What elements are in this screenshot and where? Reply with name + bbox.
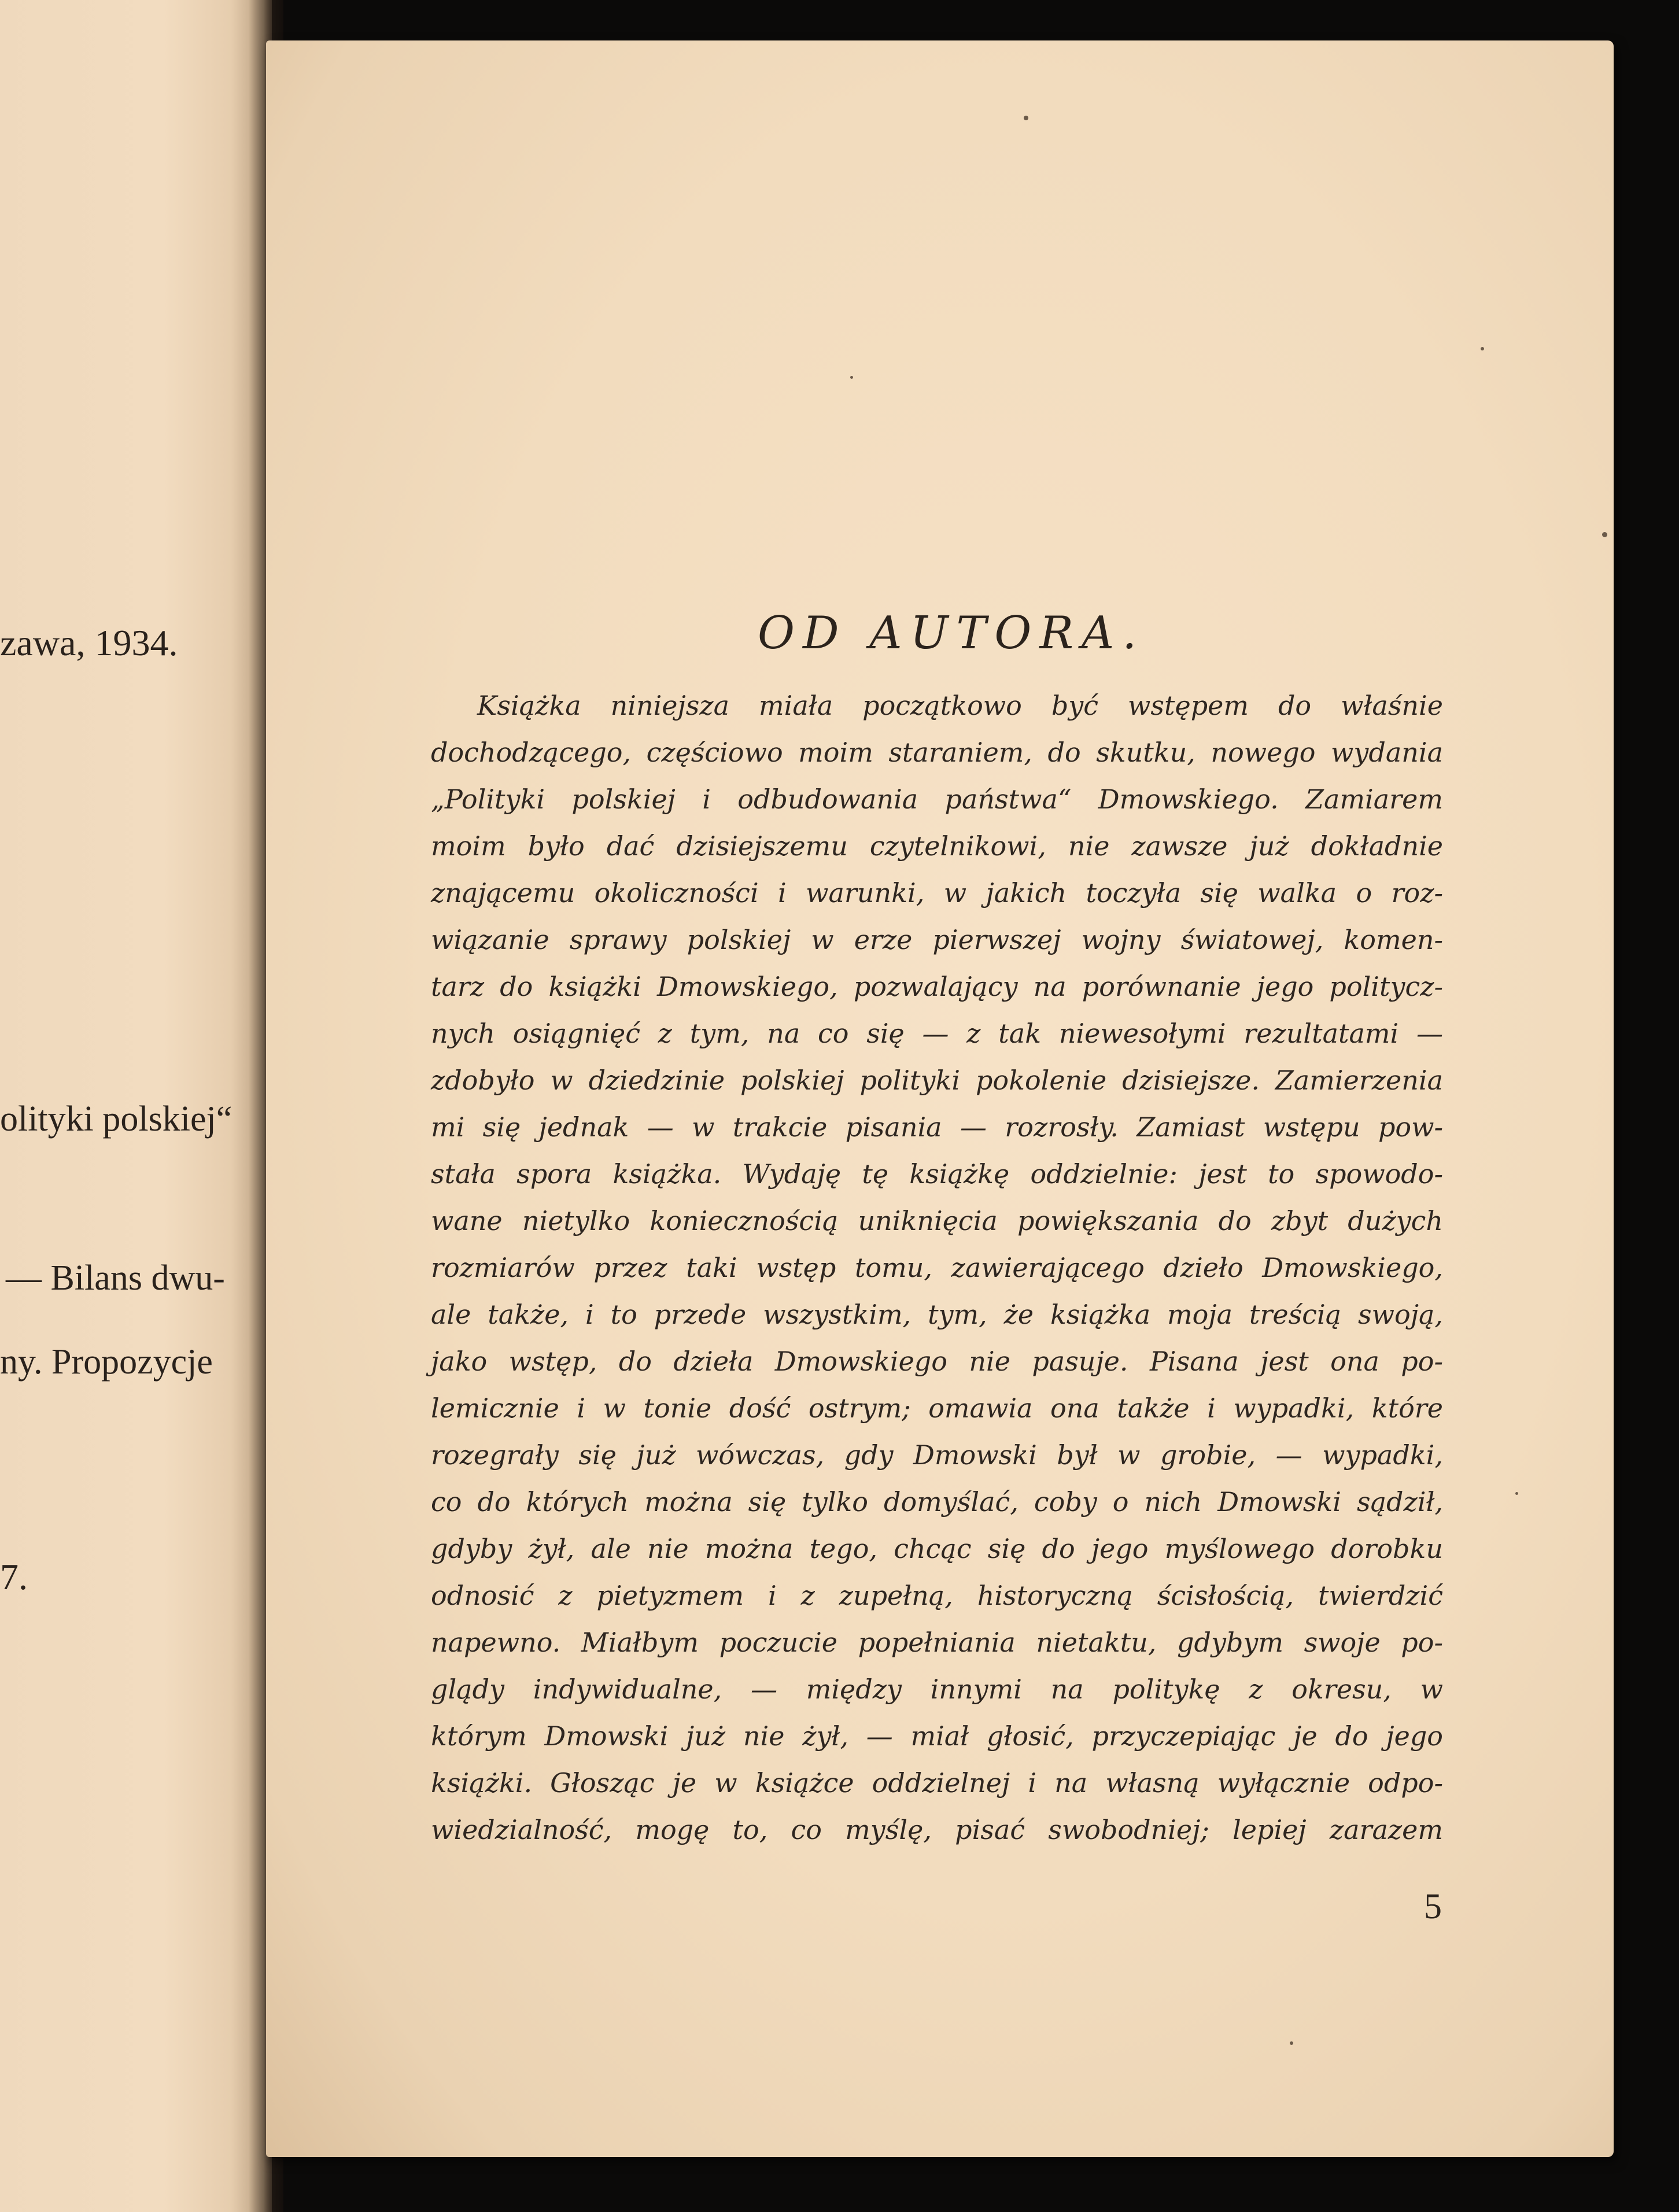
left-page-line: olityki polskiej“	[0, 1099, 233, 1139]
page-number: 5	[1424, 1887, 1442, 1926]
text-line: stała spora książka. Wydaję tę książkę oddzielnie: jest to spowodo-	[431, 1158, 1443, 1190]
page-title: OD AUTORA.	[758, 607, 1145, 659]
paper-speck	[1515, 1492, 1518, 1495]
text-line: dochodzącego, częściowo moim staraniem, do skutku, nowego wydania	[431, 737, 1443, 768]
text-line: znającemu okoliczności i warunki, w jakich toczyła się walka o roz-	[431, 877, 1443, 909]
paper-speck	[850, 376, 853, 379]
text-line: odnosić z pietyzmem i z zupełną, historyczną ścisłością, twierdzić	[431, 1580, 1443, 1611]
text-line: co do których można się tylko domyślać, coby o nich Dmowski sądził,	[431, 1486, 1443, 1517]
previous-page	[0, 0, 272, 2212]
text-line: Książka niniejsza miała początkowo być wstępem do właśnie	[477, 690, 1443, 721]
paper-speck	[1290, 2041, 1293, 2045]
text-line: jako wstęp, do dzieła Dmowskiego nie pasuje. Pisana jest ona po-	[431, 1346, 1443, 1377]
left-page-line: ny. Propozycje	[0, 1342, 213, 1382]
text-line: rozegrały się już wówczas, gdy Dmowski był w grobie, — wypadki,	[431, 1439, 1443, 1471]
text-line: ale także, i to przede wszystkim, tym, że książka moja treścią swoją,	[431, 1299, 1443, 1330]
left-page-line: 7.	[0, 1556, 28, 1597]
text-line: zdobyło w dziedzinie polskiej polityki pokolenie dzisiejsze. Zamierzenia	[431, 1065, 1443, 1096]
paper-speck	[1602, 532, 1607, 537]
paper-speck	[1481, 347, 1484, 350]
text-line: wane nietylko koniecznością uniknięcia powiększania do zbyt dużych	[431, 1205, 1443, 1236]
text-line: „Polityki polskiej i odbudowania państwa“ Dmowskiego. Zamiarem	[431, 784, 1443, 815]
text-line: którym Dmowski już nie żył, — miał głosić, przyczepiając je do jego	[431, 1720, 1443, 1752]
text-line: lemicznie i w tonie dość ostrym; omawia ona także i wypadki, które	[431, 1393, 1443, 1424]
text-line: książki. Głosząc je w książce oddzielnej i na własną wyłącznie odpo-	[431, 1767, 1443, 1799]
text-line: wiązanie sprawy polskiej w erze pierwszej wojny światowej, komen-	[431, 924, 1443, 955]
left-page-line: — Bilans dwu-	[6, 1258, 225, 1298]
text-line: nych osiągnięć z tym, na co się — z tak niewesołymi rezultatami —	[431, 1018, 1443, 1049]
text-line: rozmiarów przez taki wstęp tomu, zawierającego dzieło Dmowskiego,	[431, 1252, 1443, 1283]
body-paragraph	[431, 682, 1443, 1853]
text-line: mi się jednak — w trakcie pisania — rozrosły. Zamiast wstępu pow-	[431, 1111, 1443, 1143]
text-line: tarz do książki Dmowskiego, pozwalający na porównanie jego politycz-	[431, 971, 1443, 1002]
text-line: wiedzialność, mogę to, co myślę, pisać swobodniej; lepiej zarazem	[431, 1814, 1443, 1845]
text-line: glądy indywidualne, — między innymi na politykę z okresu, w	[431, 1674, 1443, 1705]
text-line: gdyby żył, ale nie można tego, chcąc się do jego myślowego dorobku	[431, 1533, 1443, 1564]
left-page-line: zawa, 1934.	[0, 622, 178, 663]
text-line: napewno. Miałbym poczucie popełniania nietaktu, gdybym swoje po-	[431, 1627, 1443, 1658]
text-line: moim było dać dzisiejszemu czytelnikowi, nie zawsze już dokładnie	[431, 830, 1443, 862]
paper-speck	[1024, 116, 1028, 120]
